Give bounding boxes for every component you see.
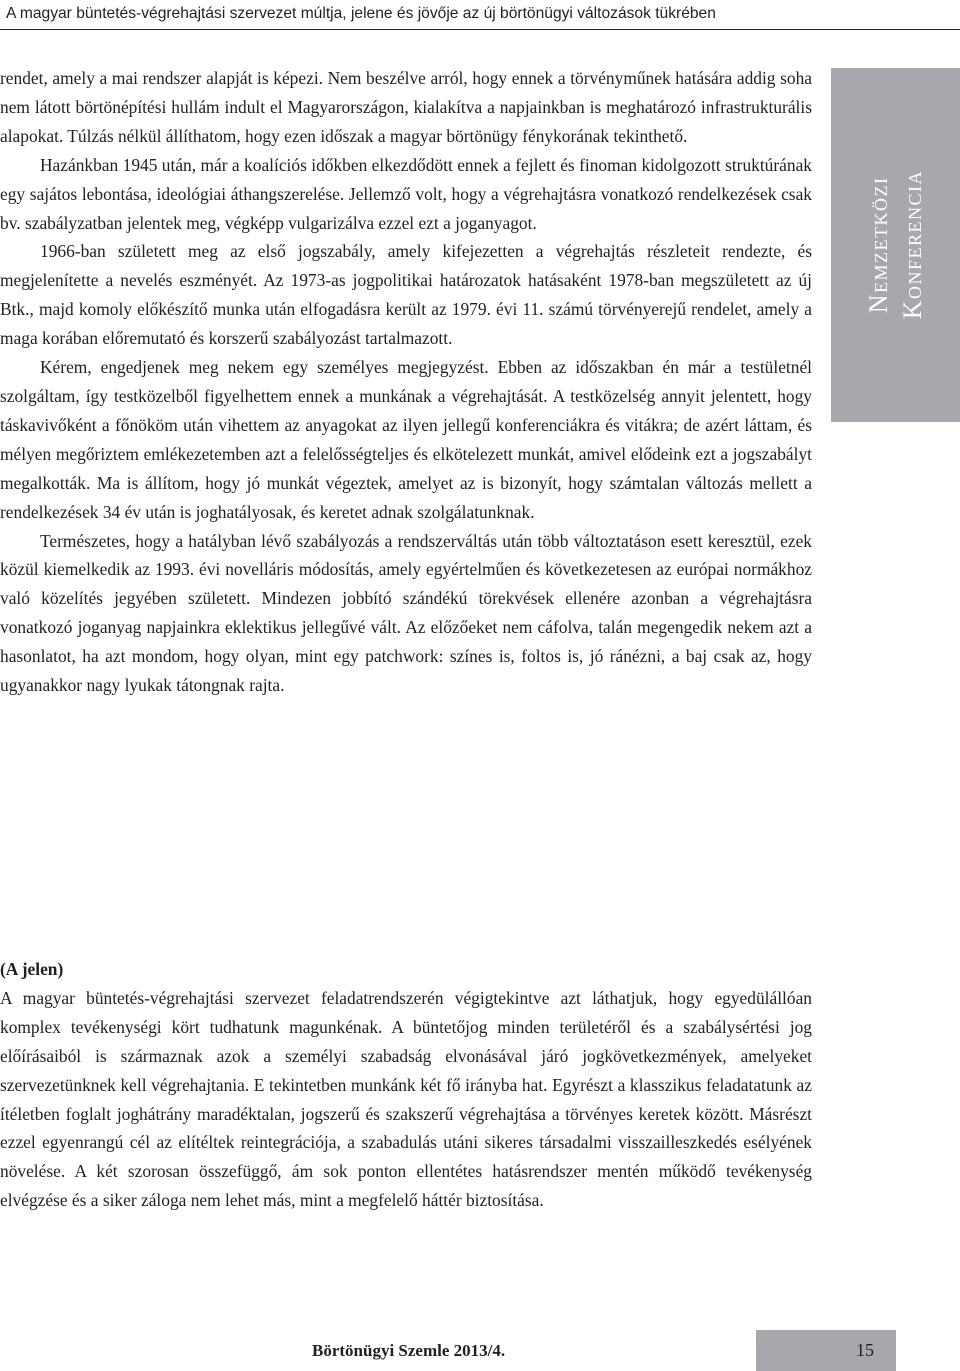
main-text	[0, 64, 812, 700]
side-tab-line-2: Konferencia	[897, 170, 927, 320]
section-paragraph: A magyar büntetés-végrehajtási szervezet feladatrendszerén végigtekintve azt láthatjuk, hogy egyedülállóan komplex tevékenységi kört tudhatunk magunkénak. A büntetőjog minden területéről és a szabálysértési jog előírásaiból is származnak azok a személyi szabadság elvonásával járó jogkövetkezmények, amelyeket szervezetünknek kell végrehajtania. E tekintetben munkánk két fő irányba hat. Egyrészt a klasszikus feladatatunk az ítéletben foglalt joghátrány maradéktalan, jogszerű és szakszerű végrehajtása a törvényes keretek között. Másrészt ezzel egyenrangú cél az elítéltek reintegrációja, a szabadulás utáni sikeres társadalmi visszailleszkedés esélyének növelése. A két szorosan összefüggő, ám sok ponton ellentétes hatásrendszer mentén működő tevékenység elvégzése és a siker záloga nem lehet más, mint a megfelelő háttér biztosítása.	[0, 987, 812, 1211]
page-number: 15	[856, 1340, 874, 1360]
side-tab-label	[862, 170, 930, 319]
section-side-tab	[831, 68, 960, 422]
paragraph: Kérem, engedjenek meg nekem egy személyes megjegyzést. Ebben az időszakban én már a testületnél szolgáltam, így testközelből figyelhettem ennek a munkának a végrehajtását. A testközelség annyit jelentett, hogy táskavivőként a főnököm után vihettem az anyagokat az ilyen jellegű konferenciákra és vitákra; de azért láttam, és mélyen megőriztem emlékezetemben azt a felelősségteljes és elkötelezett munkát, amivel elődeink ezt a jogszabályt megalkották. Ma is állítom, hogy jó munkát végeztek, amelyet az is bizonyít, hogy számtalan változás mellett a rendelkezések 34 év után is joghatályosak, és keretet adnak szolgálatunknak.	[0, 357, 812, 522]
page-footer	[0, 1330, 960, 1371]
paragraph: Hazánkban 1945 után, már a koalíciós időkben elkezdődött ennek a fejlett és finoman kidolgozott struktúrának egy sajátos lebontása, ideológiai áthangszerelése. Jellemző volt, hogy a végrehajtásra vonatkozó rendelkezések csak bv. szabályzatban jelentek meg, végképp vulgarizálva ezzel ezt a joganyagot.	[0, 154, 812, 233]
side-tab-line-1: Nemzetközi	[863, 176, 893, 314]
section-a-jelen	[0, 955, 812, 1215]
running-header	[0, 0, 960, 30]
journal-title: Börtönügyi Szemle 2013/4.	[312, 1341, 506, 1360]
paragraph: 1966-ban született meg az első jogszabály, amely kifejezetten a végrehajtás részleteit rendezte, és megjelenítette a nevelés eszményét. Az 1973-as jogpolitikai határozatok hatásaként 1978-ban megszületett az új Btk., majd komoly előkészítő munka után elfogadásra került az 1979. évi 11. számú törvényerejű rendelet, amely a maga korában előremutató és korszerű szabályozást tartalmazott.	[0, 241, 812, 349]
running-title: A magyar büntetés-végrehajtási szervezet múltja, jelene és jövője az új börtönügyi változások tükrében	[6, 5, 716, 22]
paragraph: Természetes, hogy a hatályban lévő szabályozás a rendszerváltás után több változtatáson esett keresztül, ezek közül kiemelkedik az 1993. évi novelláris módosítás, amely egyértelműen és következetesen az európai normákhoz való közelítés jegyében született. Mindezen jobbító szándékú törekvések ellenére azonban a végrehajtásra vonatkozó joganyag napjainkra eklektikus jellegűvé vált. Az előzőeket nem cáfolva, talán megengedik nekem azt a hasonlatot, ha azt mondom, hogy olyan, mint egy patchwork: színes is, foltos is, jó ránézni, a baj csak az, hogy ugyanakkor nagy lyukak tátongnak rajta.	[0, 530, 812, 696]
page-number-box	[756, 1330, 896, 1371]
paragraph-continued: rendet, amely a mai rendszer alapját is képezi. Nem beszélve arról, hogy ennek a törvényműnek hatására addig soha nem látott börtönépítési hullám indult el Magyarországon, kialakítva a napjainkban is meghatározó infrastrukturális alapokat. Túlzás nélkül állíthatom, hogy ezen időszak a magyar börtönügy fénykorának tekinthető.	[0, 68, 812, 146]
section-heading: (A jelen)	[0, 959, 64, 979]
